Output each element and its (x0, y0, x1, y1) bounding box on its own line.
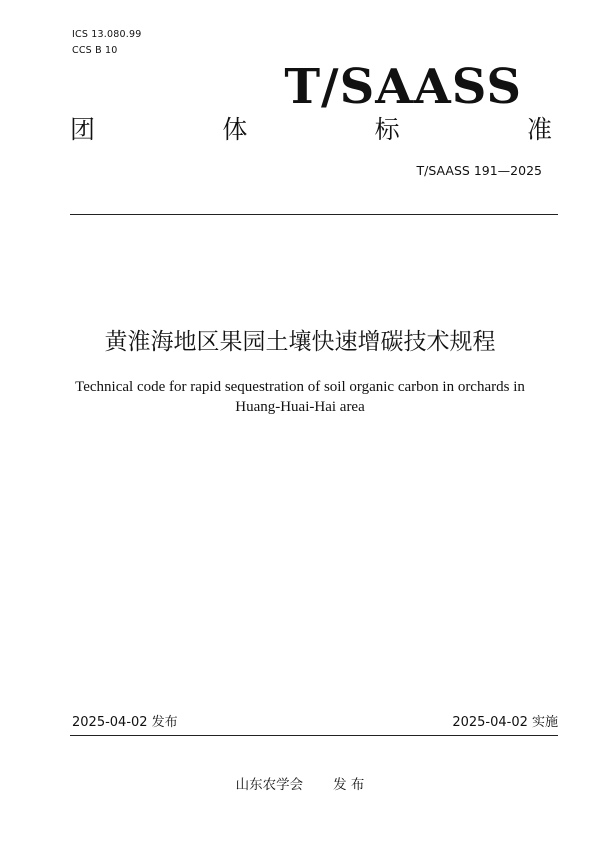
title-chinese: 黄淮海地区果园土壤快速增碳技术规程 (104, 329, 496, 355)
title-english-line-1: Technical code for rapid sequestration of soil organic carbon in orchards in (75, 379, 525, 395)
ics-code: ICS 13.080.99 (72, 29, 142, 40)
document-type-char-1: 团 (70, 115, 96, 144)
publish-date: 2025-04-02 发布 (72, 715, 178, 730)
document-type (70, 114, 552, 146)
header-divider (70, 214, 558, 215)
title-english-line-2: Huang-Huai-Hai area (235, 399, 365, 415)
ccs-code: CCS B 10 (72, 45, 118, 56)
publisher-line (0, 776, 600, 794)
document-type-char-3: 标 (374, 115, 400, 144)
standard-brand: T/SAASS (284, 59, 522, 115)
document-type-char-4: 准 (526, 115, 552, 144)
standard-number: T/SAASS 191—2025 (416, 163, 542, 178)
publish-label: 发 布 (333, 777, 365, 793)
title-english (0, 377, 600, 417)
publisher-name: 山东农学会 (235, 777, 304, 793)
implement-date: 2025-04-02 实施 (452, 715, 558, 730)
footer-divider (70, 735, 558, 736)
document-type-char-2: 体 (222, 115, 248, 144)
